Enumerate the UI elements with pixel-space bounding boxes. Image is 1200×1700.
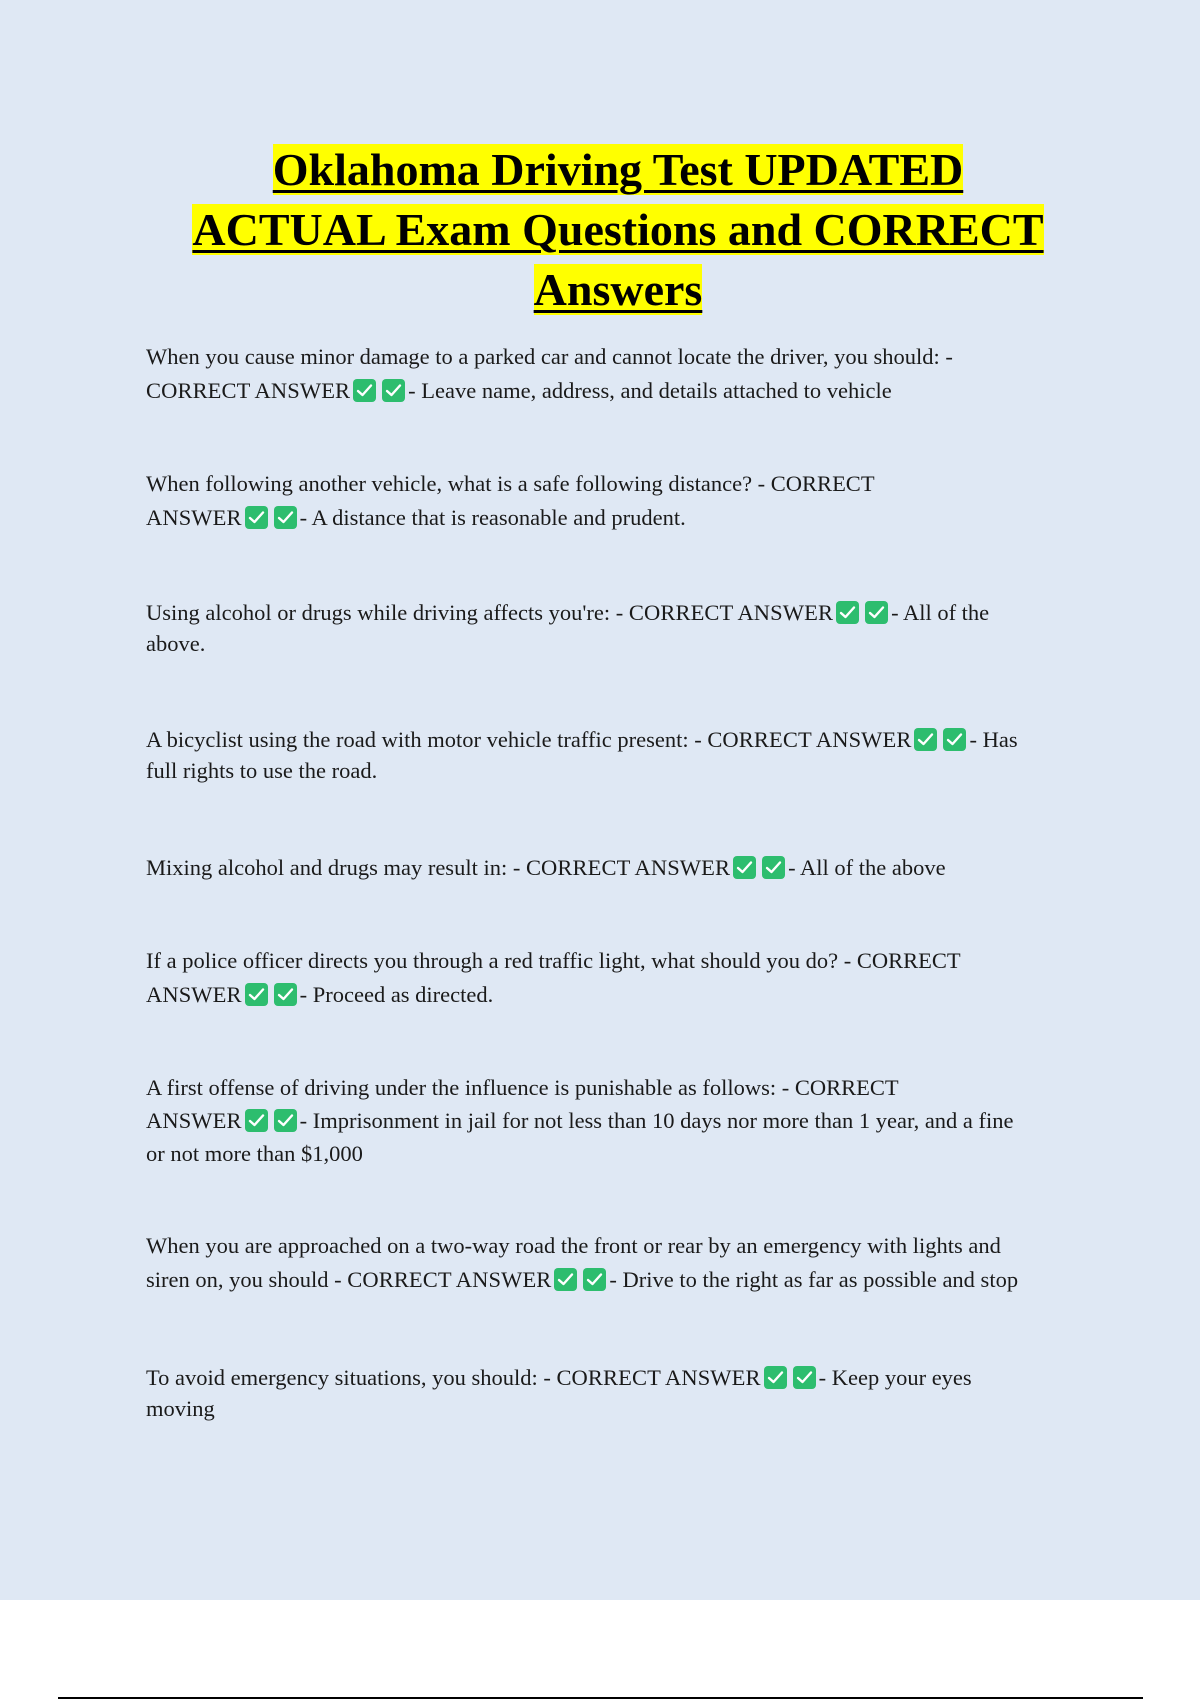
check-icon <box>554 1268 577 1291</box>
check-icon <box>274 983 297 1006</box>
question-text: If a police officer directs you through a red traffic light, what should you do? - CORRECT <box>146 948 961 973</box>
answer-label: ANSWER <box>146 1108 242 1133</box>
answer-text: - All of the above <box>788 855 946 880</box>
footer-divider <box>58 1697 1143 1699</box>
qa-item <box>146 944 1101 1012</box>
question-text: When following another vehicle, what is a safe following distance? - CORRECT <box>146 471 875 496</box>
check-icon <box>274 506 297 529</box>
qa-item <box>146 1229 1101 1297</box>
answer-label: CORRECT ANSWER <box>146 378 351 403</box>
check-icon <box>914 728 937 751</box>
answer-label: ANSWER <box>146 982 242 1007</box>
check-icon <box>865 601 888 624</box>
question-text: Using alcohol or drugs while driving affects you're: - <box>146 600 624 625</box>
answer-label: CORRECT ANSWER <box>707 727 912 752</box>
answer-text: - All of the <box>891 600 990 625</box>
check-icon <box>836 601 859 624</box>
check-icon <box>793 1366 816 1389</box>
answer-text: - Leave name, address, and details attached to vehicle <box>408 378 892 403</box>
question-text: Mixing alcohol and drugs may result in: - <box>146 855 521 880</box>
answer-text: - Has <box>969 727 1018 752</box>
qa-item <box>146 1362 1101 1424</box>
title-line-2: ACTUAL Exam Questions and CORRECT <box>192 204 1044 255</box>
check-icon <box>943 728 966 751</box>
answer-text: - Imprisonment in jail for not less than 10 days nor more than 1 year, and a fine <box>299 1108 1014 1133</box>
document-title <box>120 140 1116 320</box>
question-text: To avoid emergency situations, you should: - <box>146 1365 551 1390</box>
answer-text: - A distance that is reasonable and prudent. <box>299 505 686 530</box>
check-icon <box>583 1268 606 1291</box>
check-icon <box>245 506 268 529</box>
answer-text: - Proceed as directed. <box>299 982 494 1007</box>
check-icon <box>733 856 756 879</box>
check-icon <box>353 379 376 402</box>
qa-item <box>146 1071 1101 1170</box>
answer-text: - Keep your eyes <box>818 1365 972 1390</box>
answer-text-cont: moving <box>146 1396 215 1421</box>
qa-item <box>146 597 1101 659</box>
question-text: When you are approached on a two-way road the front or rear by an emergency with lights and <box>146 1233 1001 1258</box>
answer-text-cont: above. <box>146 631 206 656</box>
question-text: A first offense of driving under the influence is punishable as follows: - CORRECT <box>146 1075 899 1100</box>
qa-item <box>146 340 1101 408</box>
answer-label: ANSWER <box>146 505 242 530</box>
check-icon <box>245 983 268 1006</box>
check-icon <box>762 856 785 879</box>
answer-text-cont: full rights to use the road. <box>146 758 378 783</box>
answer-label: CORRECT ANSWER <box>628 600 834 625</box>
title-line-1: Oklahoma Driving Test UPDATED <box>272 144 964 195</box>
question-text: A bicyclist using the road with motor vehicle traffic present: - <box>146 727 702 752</box>
qa-item <box>146 467 1101 535</box>
answer-text-cont: or not more than $1,000 <box>146 1141 363 1166</box>
answer-text: - Drive to the right as far as possible and stop <box>609 1267 1019 1292</box>
check-icon <box>764 1366 787 1389</box>
title-line-3: Answers <box>533 264 703 315</box>
qa-item <box>146 724 1101 786</box>
qa-item <box>146 851 1101 885</box>
check-icon <box>245 1109 268 1132</box>
check-icon <box>382 379 405 402</box>
question-text-cont: siren on, you should - <box>146 1267 342 1292</box>
question-text: When you cause minor damage to a parked car and cannot locate the driver, you should: - <box>146 344 953 369</box>
answer-label: CORRECT ANSWER <box>556 1365 761 1390</box>
check-icon <box>274 1109 297 1132</box>
answer-label: CORRECT ANSWER <box>347 1267 552 1292</box>
answer-label: CORRECT ANSWER <box>525 855 731 880</box>
